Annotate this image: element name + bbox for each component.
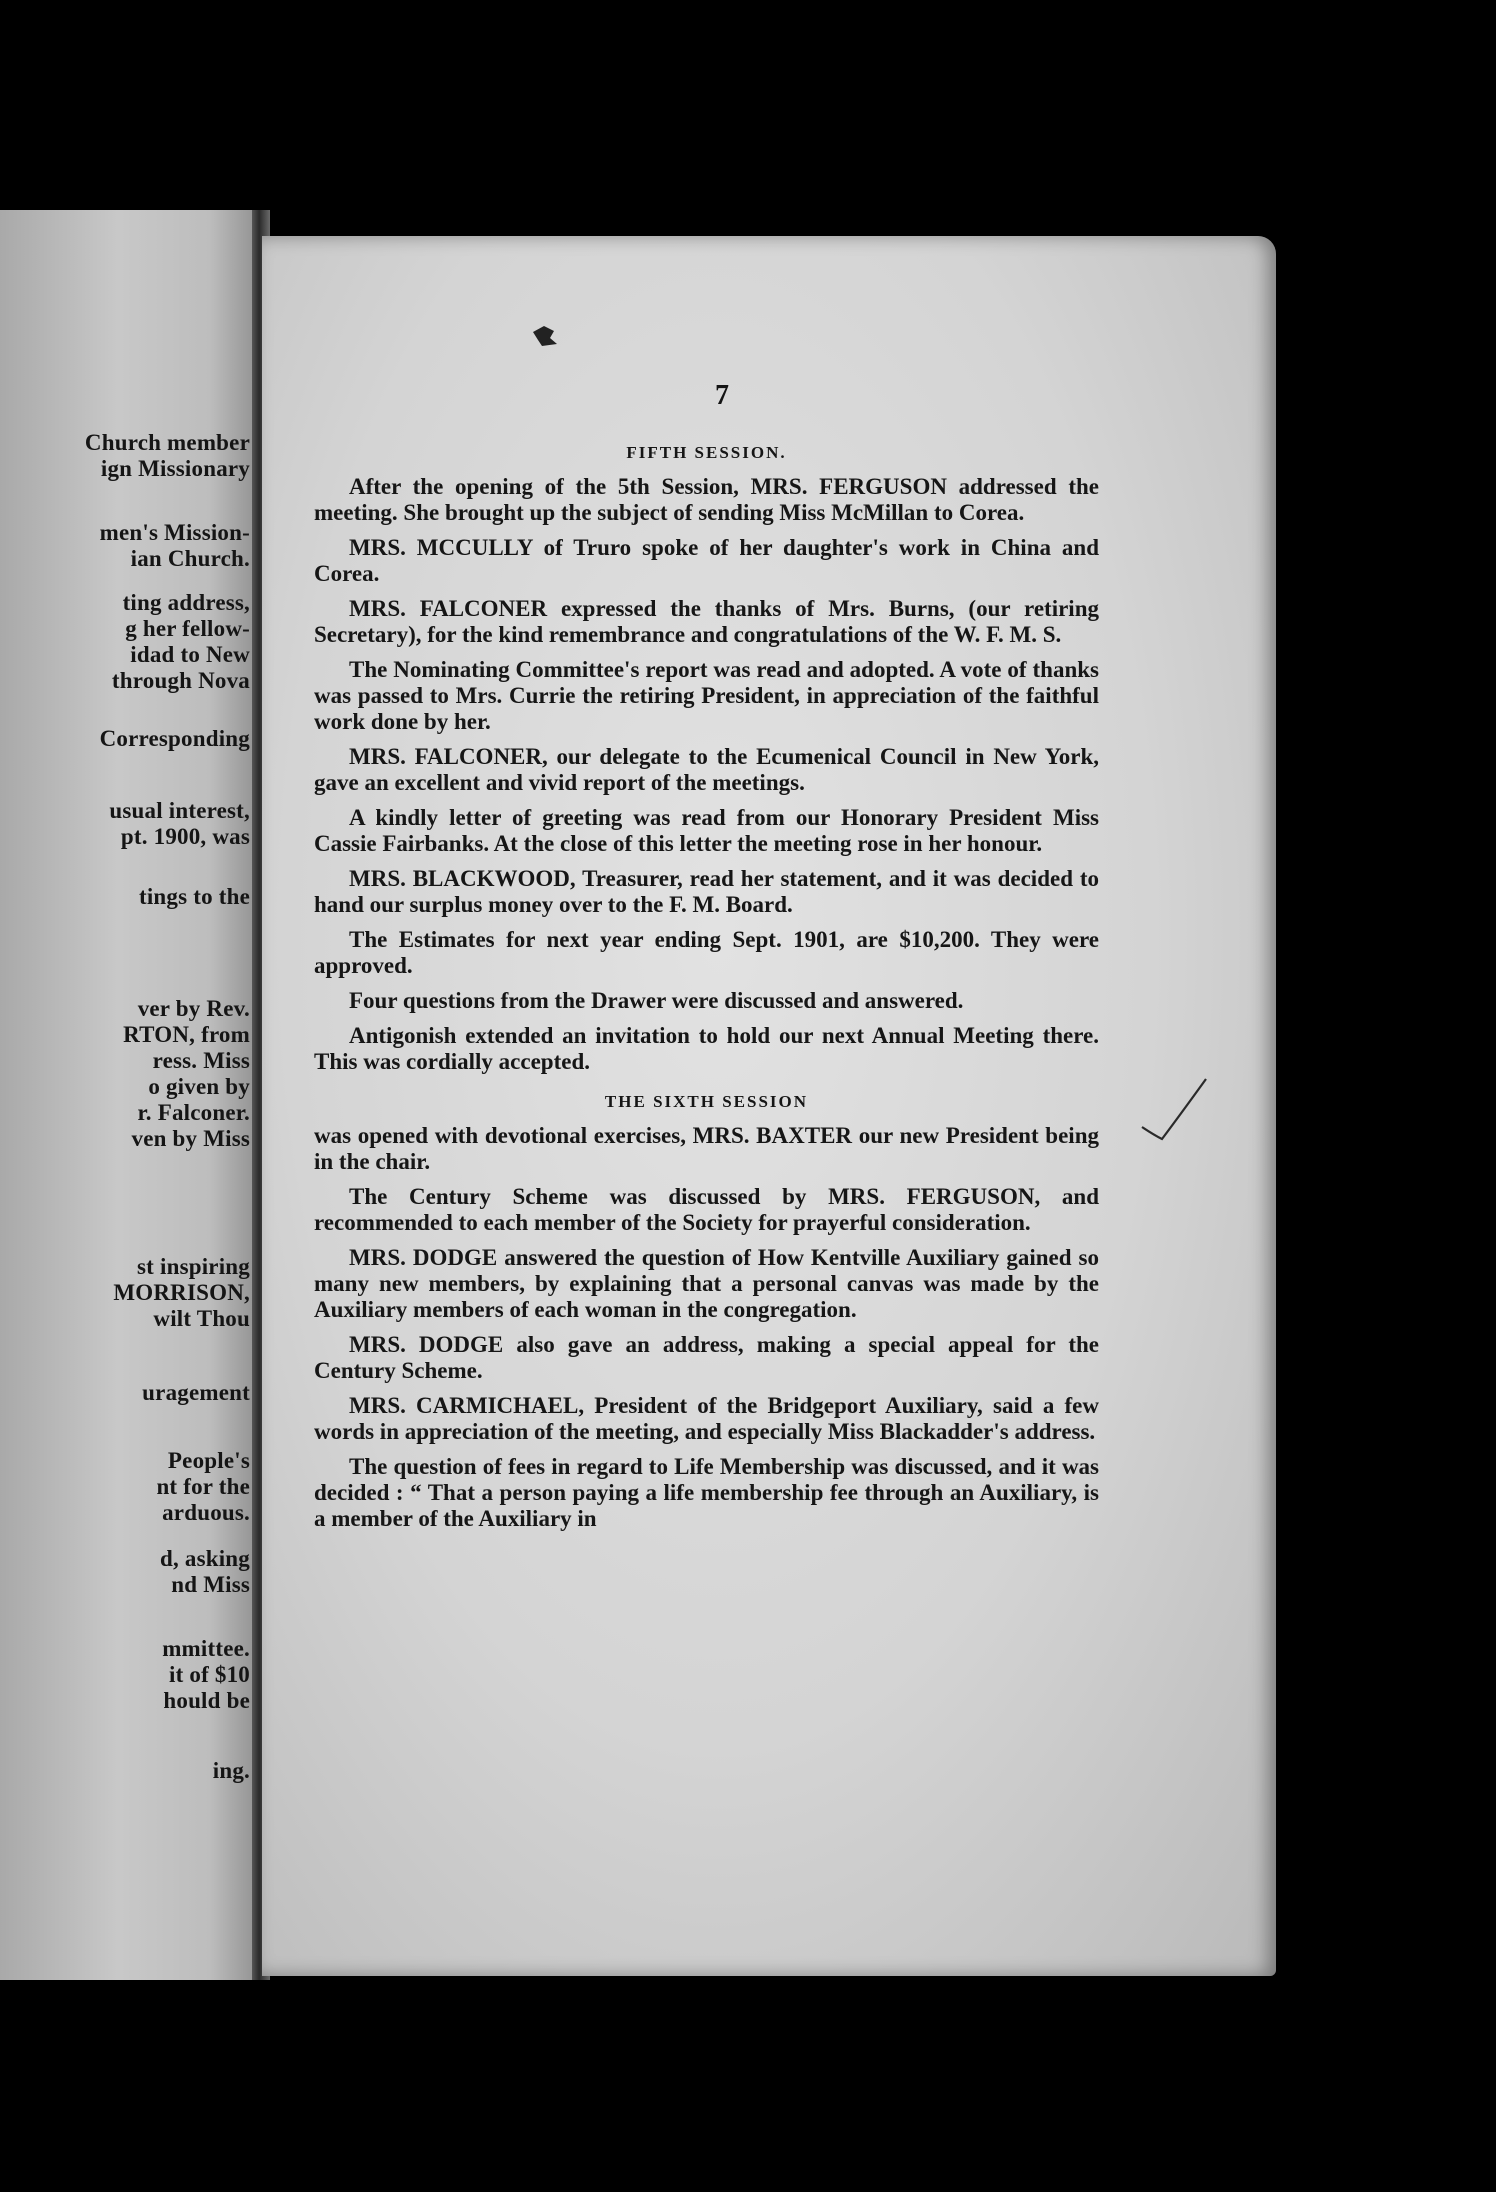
left-page-line: Church member [84,430,250,455]
left-page-line: tings to the [138,884,250,909]
pencil-check-mark [1140,1075,1210,1145]
left-page-line: ress. Miss [152,1048,250,1073]
left-page-line: d, asking [159,1546,250,1571]
paragraph: MRS. CARMICHAEL, President of the Bridgeport Auxiliary, said a few words in appreciation of the meeting, and especially Miss Blackadder's address. [314,1393,1099,1444]
paragraph: MRS. MCCULLY of Truro spoke of her daughter's work in China and Corea. [314,535,1099,586]
paragraph: MRS. DODGE answered the question of How Kentville Auxiliary gained so many new members, by explaining that a personal canvas was made by the Auxiliary members of each woman in the congregation. [314,1245,1099,1322]
left-page-line: ing. [212,1758,250,1783]
left-page-line: mmittee. [162,1636,250,1661]
sixth-session-heading: THE SIXTH SESSION [604,1092,809,1111]
page-number: 7 [715,380,729,411]
paragraph: The Century Scheme was discussed by MRS. FERGUSON, and recommended to each member of the Society for prayerful consideration. [314,1184,1099,1235]
left-page-line: nt for the [156,1474,250,1499]
right-page [262,236,1276,1976]
left-page-line: usual interest, [109,798,250,823]
left-page-line: men's Mission- [99,520,250,545]
left-page-line: ting address, [122,590,250,615]
left-page-line: RTON, from [123,1022,250,1047]
left-page-line: idad to New [130,642,250,667]
left-page-line: o given by [148,1074,250,1099]
left-page-line: st inspiring [137,1254,250,1279]
left-page-line: ven by Miss [131,1126,250,1151]
left-page-line: through Nova [111,668,250,693]
left-page-line: nd Miss [171,1572,250,1597]
paragraph: MRS. BLACKWOOD, Treasurer, read her statement, and it was decided to hand our surplus money over to the F. M. Board. [314,866,1099,917]
paragraph: The question of fees in regard to Life Membership was discussed, and it was decided : “ That a person paying a life membership fee through an Auxiliary, is a member of the Auxiliary in [314,1454,1099,1531]
left-page-line: People's [167,1448,250,1473]
paragraph: The Nominating Committee's report was read and adopted. A vote of thanks was passed to Mrs. Currie the retiring President, in appreciation of the faithful work done by her. [314,657,1099,734]
paragraph: MRS. FALCONER expressed the thanks of Mrs. Burns, (our retiring Secretary), for the kind remembrance and congratulations of the W. F. M. S. [314,596,1099,647]
paragraph: MRS. DODGE also gave an address, making a special appeal for the Century Scheme. [314,1332,1099,1383]
ink-blot-mark [530,324,560,350]
page-content [314,442,1099,1541]
left-facing-page [0,210,262,1980]
paragraph: A kindly letter of greeting was read from our Honorary President Miss Cassie Fairbanks. At the close of this letter the meeting rose in her honour. [314,805,1099,856]
left-page-line: hould be [163,1688,250,1713]
paragraph: After the opening of the 5th Session, MRS. FERGUSON addressed the meeting. She brought up the subject of sending Miss McMillan to Corea. [314,474,1099,525]
paragraph: Four questions from the Drawer were discussed and answered. [349,988,964,1013]
paragraph: Antigonish extended an invitation to hold our next Annual Meeting there. This was cordially accepted. [314,1023,1099,1074]
left-page-line: MORRISON, [113,1280,250,1305]
left-page-line: wilt Thou [153,1306,250,1331]
left-page-line: g her fellow- [125,616,250,641]
fifth-session-heading: FIFTH SESSION. [626,443,787,462]
left-page-line: Corresponding [99,726,250,751]
paragraph: MRS. FALCONER, our delegate to the Ecumenical Council in New York, gave an excellent and vivid report of the meetings. [314,744,1099,795]
left-page-line: ver by Rev. [137,996,250,1021]
left-page-line: ian Church. [130,546,250,571]
paragraph: was opened with devotional exercises, MRS. BAXTER our new President being in the chair. [314,1123,1099,1174]
left-page-line: uragement [142,1380,250,1405]
left-page-line: r. Falconer. [137,1100,250,1125]
left-page-line: pt. 1900, was [120,824,250,849]
left-page-line: it of $10 [168,1662,250,1687]
paragraph: The Estimates for next year ending Sept. 1901, are $10,200. They were approved. [314,927,1099,978]
left-page-line: ign Missionary [100,456,250,481]
left-page-line: arduous. [162,1500,250,1525]
